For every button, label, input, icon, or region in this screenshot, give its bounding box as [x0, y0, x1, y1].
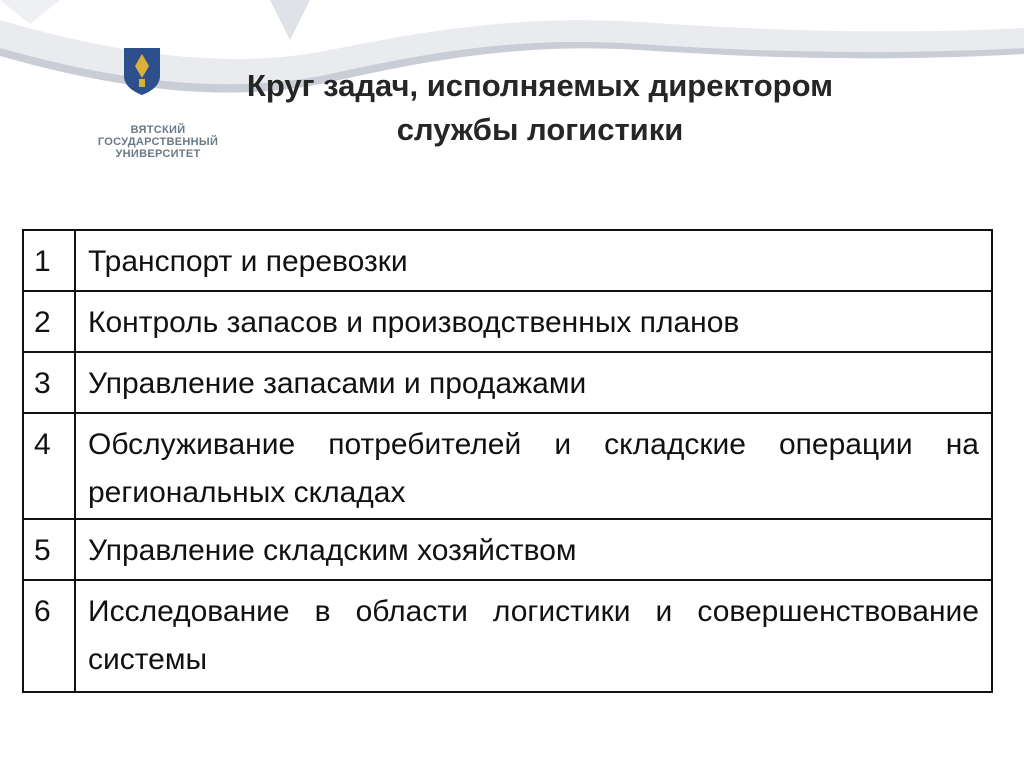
slide-title-line-2: службы логистики [396, 112, 684, 147]
slide-title-line-1: Круг задач, исполняемых директором [246, 68, 834, 103]
row-number: 5 [23, 519, 75, 580]
row-number: 3 [23, 352, 75, 413]
table-row [23, 230, 992, 291]
row-text: Обслуживание потребителей и складские операции на региональных складах [75, 413, 992, 519]
logo-line-1: ВЯТСКИЙ [130, 124, 186, 136]
table-row [23, 291, 992, 352]
row-number: 1 [23, 230, 75, 291]
table-row [23, 352, 992, 413]
logo-line-2: ГОСУДАРСТВЕННЫЙ [97, 136, 219, 148]
row-text: Управление складским хозяйством [75, 519, 992, 580]
slide-title [130, 64, 950, 152]
tasks-table [22, 229, 993, 693]
row-number: 2 [23, 291, 75, 352]
row-text: Исследование в области логистики и совершенствование системы [75, 580, 992, 692]
logo-line-3: УНИВЕРСИТЕТ [115, 148, 201, 160]
table-row [23, 413, 992, 519]
row-number: 6 [23, 580, 75, 692]
table-row [23, 580, 992, 692]
row-text: Контроль запасов и производственных планов [75, 291, 992, 352]
row-number: 4 [23, 413, 75, 519]
row-text: Управление запасами и продажами [75, 352, 992, 413]
row-text: Транспорт и перевозки [75, 230, 992, 291]
table-row [23, 519, 992, 580]
